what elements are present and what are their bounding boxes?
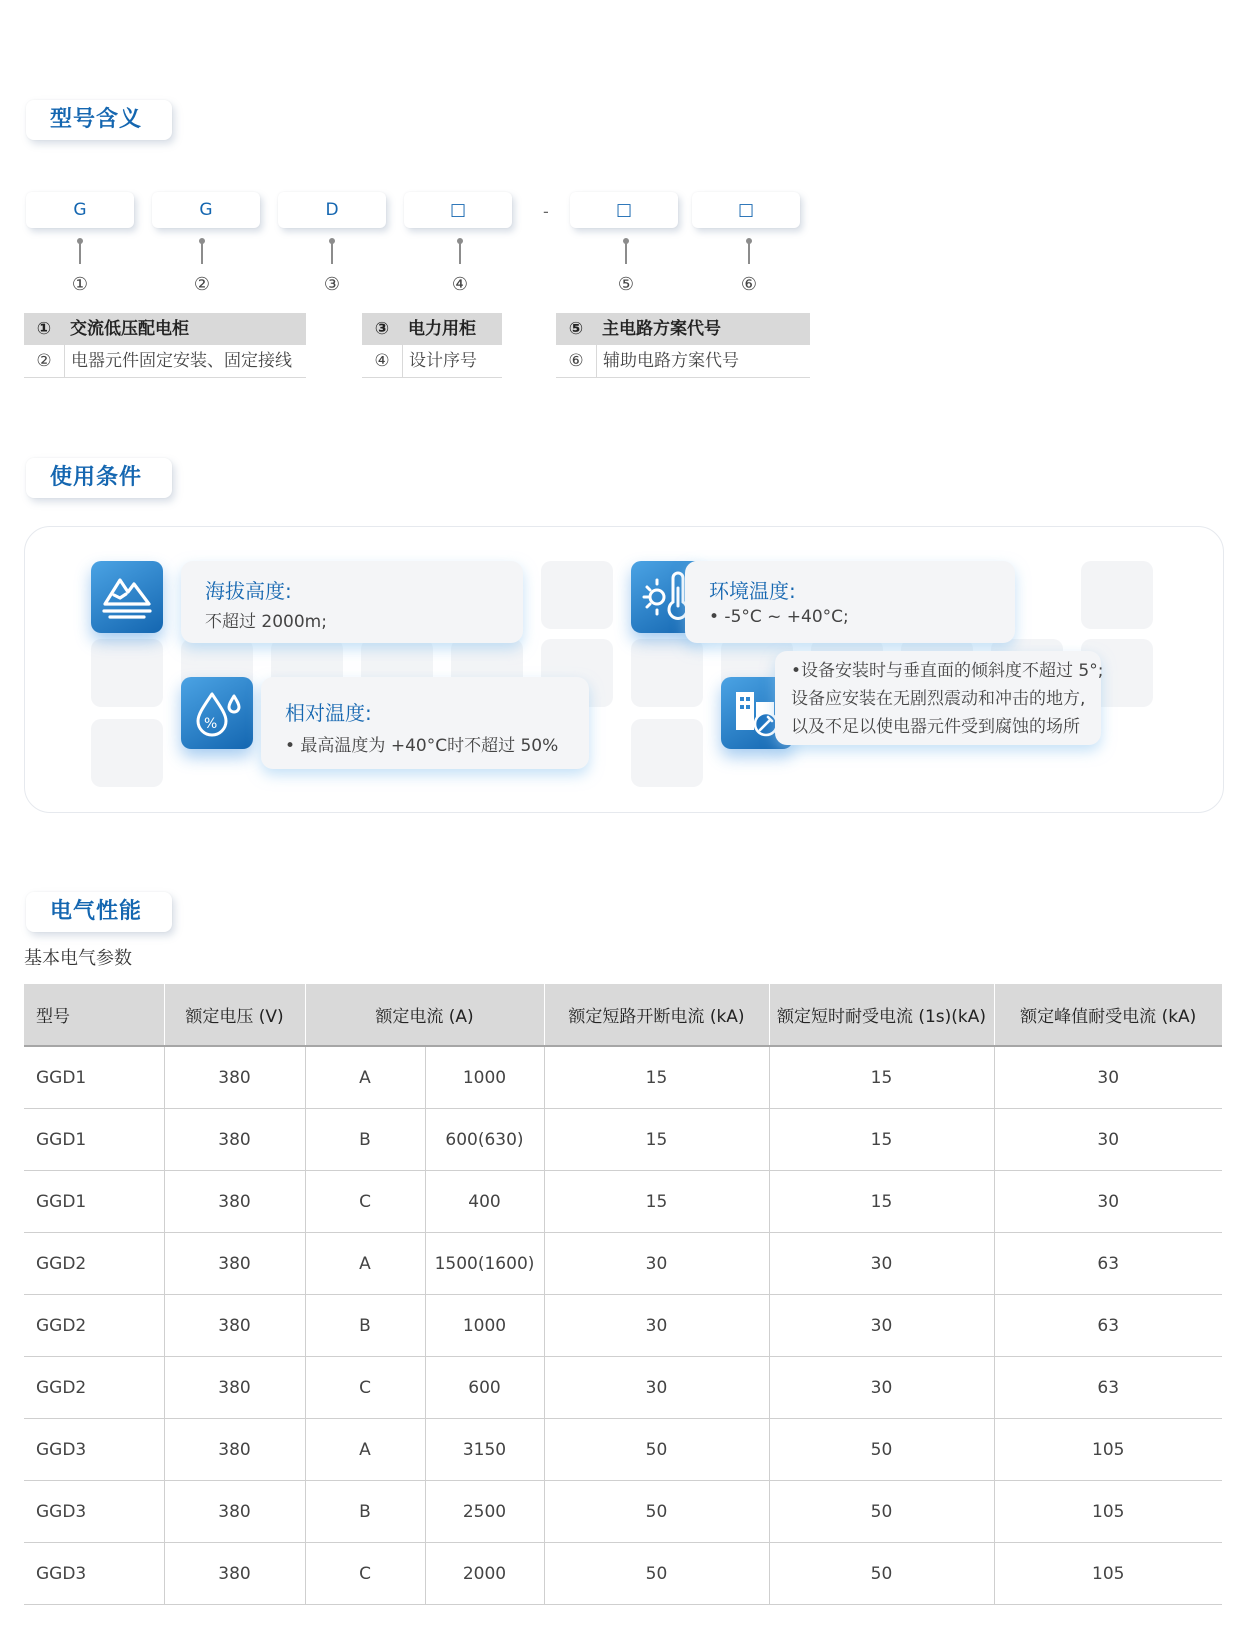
- cell-breaking: 50: [544, 1543, 769, 1605]
- temperature-card: [685, 561, 1015, 643]
- cell-class: C: [305, 1543, 425, 1605]
- water-drop-icon: [181, 677, 253, 749]
- cell-current: 1000: [425, 1295, 544, 1357]
- cell-voltage: 380: [164, 1171, 305, 1233]
- cell-peak: 105: [994, 1419, 1222, 1481]
- cell-class: A: [305, 1233, 425, 1295]
- legend-text: 电力用柜: [408, 319, 476, 339]
- cell-model: GGD2: [24, 1295, 164, 1357]
- connector-pin: [748, 242, 750, 264]
- cell-peak: 30: [994, 1046, 1222, 1109]
- table-row: [24, 1233, 1222, 1295]
- connector-pin: [625, 242, 627, 264]
- legend-text: 主电路方案代号: [602, 319, 721, 339]
- decor-tile: [541, 561, 613, 629]
- decor-tile: [1081, 561, 1153, 629]
- cell-peak: 30: [994, 1171, 1222, 1233]
- cell-model: GGD2: [24, 1233, 164, 1295]
- legend-group-2: [362, 313, 502, 378]
- cell-breaking: 30: [544, 1295, 769, 1357]
- code-box-6: □: [692, 192, 800, 228]
- legend-row: [362, 313, 502, 345]
- humidity-title: 相对温度:: [285, 701, 372, 725]
- legend-number: ⑤: [568, 319, 584, 339]
- cell-class: A: [305, 1046, 425, 1109]
- svg-text:%: %: [204, 716, 218, 732]
- marker-2: ②: [193, 274, 211, 295]
- cell-short-time: 15: [769, 1109, 994, 1171]
- table-row: [24, 1543, 1222, 1605]
- cell-voltage: 380: [164, 1481, 305, 1543]
- legend-number: ③: [374, 319, 390, 339]
- legend-text: 设计序号: [409, 351, 477, 371]
- cell-model: GGD1: [24, 1046, 164, 1109]
- cell-breaking: 50: [544, 1481, 769, 1543]
- cell-class: B: [305, 1295, 425, 1357]
- legend-text: 交流低压配电柜: [70, 319, 189, 339]
- cell-peak: 105: [994, 1481, 1222, 1543]
- code-box-2: G: [152, 192, 260, 228]
- table-row: [24, 1357, 1222, 1419]
- section-title-electrical: 电气性能: [26, 892, 172, 932]
- marker-4: ④: [451, 274, 469, 295]
- cell-model: GGD3: [24, 1543, 164, 1605]
- marker-1: ①: [71, 274, 89, 295]
- cell-voltage: 380: [164, 1543, 305, 1605]
- cell-model: GGD3: [24, 1481, 164, 1543]
- legend-number: ④: [362, 345, 403, 377]
- cell-peak: 105: [994, 1543, 1222, 1605]
- humidity-card: [261, 677, 589, 769]
- code-box-5: □: [570, 192, 678, 228]
- header-voltage: 额定电压 (V): [164, 984, 305, 1046]
- legend-row: [556, 345, 810, 378]
- cell-current: 600: [425, 1357, 544, 1419]
- cell-short-time: 50: [769, 1481, 994, 1543]
- cell-short-time: 30: [769, 1295, 994, 1357]
- cell-class: B: [305, 1109, 425, 1171]
- humidity-desc: • 最高温度为 +40°C时不超过 50%: [285, 736, 559, 756]
- cell-voltage: 380: [164, 1109, 305, 1171]
- header-model: 型号: [24, 984, 164, 1046]
- code-box-4: □: [404, 192, 512, 228]
- cell-breaking: 15: [544, 1171, 769, 1233]
- cell-model: GGD2: [24, 1357, 164, 1419]
- cell-current: 400: [425, 1171, 544, 1233]
- legend-number: ②: [24, 345, 65, 377]
- cell-breaking: 15: [544, 1109, 769, 1171]
- decor-tile: [91, 719, 163, 787]
- section-title-model: 型号含义: [26, 100, 172, 140]
- cell-current: 2500: [425, 1481, 544, 1543]
- installation-text: [791, 657, 1121, 741]
- legend-text: 辅助电路方案代号: [603, 351, 739, 371]
- cell-current: 3150: [425, 1419, 544, 1481]
- table-row: [24, 1046, 1222, 1109]
- code-box-3: D: [278, 192, 386, 228]
- cell-peak: 63: [994, 1295, 1222, 1357]
- connector-pin: [331, 242, 333, 264]
- cell-current: 1000: [425, 1046, 544, 1109]
- legend-group-1: [24, 313, 306, 378]
- legend-row: [556, 313, 810, 345]
- cell-voltage: 380: [164, 1295, 305, 1357]
- table-header-row: [24, 984, 1222, 1046]
- cell-current: 600(630): [425, 1109, 544, 1171]
- cell-model: GGD1: [24, 1109, 164, 1171]
- installation-line: 以及不足以使电器元件受到腐蚀的场所: [791, 717, 1080, 737]
- legend-row: [362, 345, 502, 378]
- installation-line: 设备应安装在无剧烈震动和冲击的地方,: [791, 689, 1086, 709]
- legend-row: [24, 345, 306, 378]
- header-peak-current: 额定峰值耐受电流 (kA): [994, 984, 1222, 1046]
- cell-current: 1500(1600): [425, 1233, 544, 1295]
- cell-model: GGD3: [24, 1419, 164, 1481]
- header-current: 额定电流 (A): [305, 984, 544, 1046]
- temperature-title: 环境温度:: [709, 579, 796, 603]
- marker-3: ③: [323, 274, 341, 295]
- legend-number: ⑥: [556, 345, 597, 377]
- cell-class: C: [305, 1357, 425, 1419]
- cell-model: GGD1: [24, 1171, 164, 1233]
- table-row: [24, 1109, 1222, 1171]
- cell-breaking: 15: [544, 1046, 769, 1109]
- cell-voltage: 380: [164, 1046, 305, 1109]
- connector-pin: [459, 242, 461, 264]
- cell-current: 2000: [425, 1543, 544, 1605]
- header-short-time-current: 额定短时耐受电流 (1s)(kA): [769, 984, 994, 1046]
- temperature-desc: • -5°C ~ +40°C;: [709, 607, 849, 627]
- altitude-desc: 不超过 2000m;: [205, 612, 327, 632]
- legend-group-3: [556, 313, 810, 378]
- table-row: [24, 1295, 1222, 1357]
- mountain-icon: [91, 561, 163, 633]
- cell-short-time: 30: [769, 1357, 994, 1419]
- cell-voltage: 380: [164, 1419, 305, 1481]
- cell-class: C: [305, 1171, 425, 1233]
- cell-short-time: 50: [769, 1419, 994, 1481]
- connector-pin: [79, 242, 81, 264]
- cell-breaking: 30: [544, 1233, 769, 1295]
- table-row: [24, 1419, 1222, 1481]
- table-row: [24, 1171, 1222, 1233]
- cell-peak: 30: [994, 1109, 1222, 1171]
- conditions-panel: [24, 526, 1224, 813]
- cell-peak: 63: [994, 1357, 1222, 1419]
- cell-short-time: 15: [769, 1046, 994, 1109]
- cell-voltage: 380: [164, 1233, 305, 1295]
- cell-short-time: 50: [769, 1543, 994, 1605]
- code-box-1: G: [26, 192, 134, 228]
- cell-peak: 63: [994, 1233, 1222, 1295]
- cell-short-time: 30: [769, 1233, 994, 1295]
- marker-5: ⑤: [617, 274, 635, 295]
- cell-class: A: [305, 1419, 425, 1481]
- cell-breaking: 50: [544, 1419, 769, 1481]
- decor-tile: [631, 639, 703, 707]
- legend-number: ①: [36, 319, 52, 339]
- decor-tile: [631, 719, 703, 787]
- section-title-conditions: 使用条件: [26, 458, 172, 498]
- cell-breaking: 30: [544, 1357, 769, 1419]
- code-separator: -: [543, 202, 549, 221]
- electrical-parameters-table: [24, 984, 1222, 1605]
- legend-text: 电器元件固定安装、固定接线: [71, 351, 292, 371]
- cell-voltage: 380: [164, 1357, 305, 1419]
- altitude-card: [181, 561, 523, 643]
- altitude-title: 海拔高度:: [205, 579, 292, 603]
- marker-6: ⑥: [740, 274, 758, 295]
- installation-card: [775, 651, 1104, 745]
- cell-class: B: [305, 1481, 425, 1543]
- installation-line: •设备安装时与垂直面的倾斜度不超过 5°;: [791, 661, 1104, 681]
- decor-tile: [91, 639, 163, 707]
- table-row: [24, 1481, 1222, 1543]
- table-caption: 基本电气参数: [24, 948, 132, 969]
- cell-short-time: 15: [769, 1171, 994, 1233]
- connector-pin: [201, 242, 203, 264]
- header-breaking-current: 额定短路开断电流 (kA): [544, 984, 769, 1046]
- legend-row: [24, 313, 306, 345]
